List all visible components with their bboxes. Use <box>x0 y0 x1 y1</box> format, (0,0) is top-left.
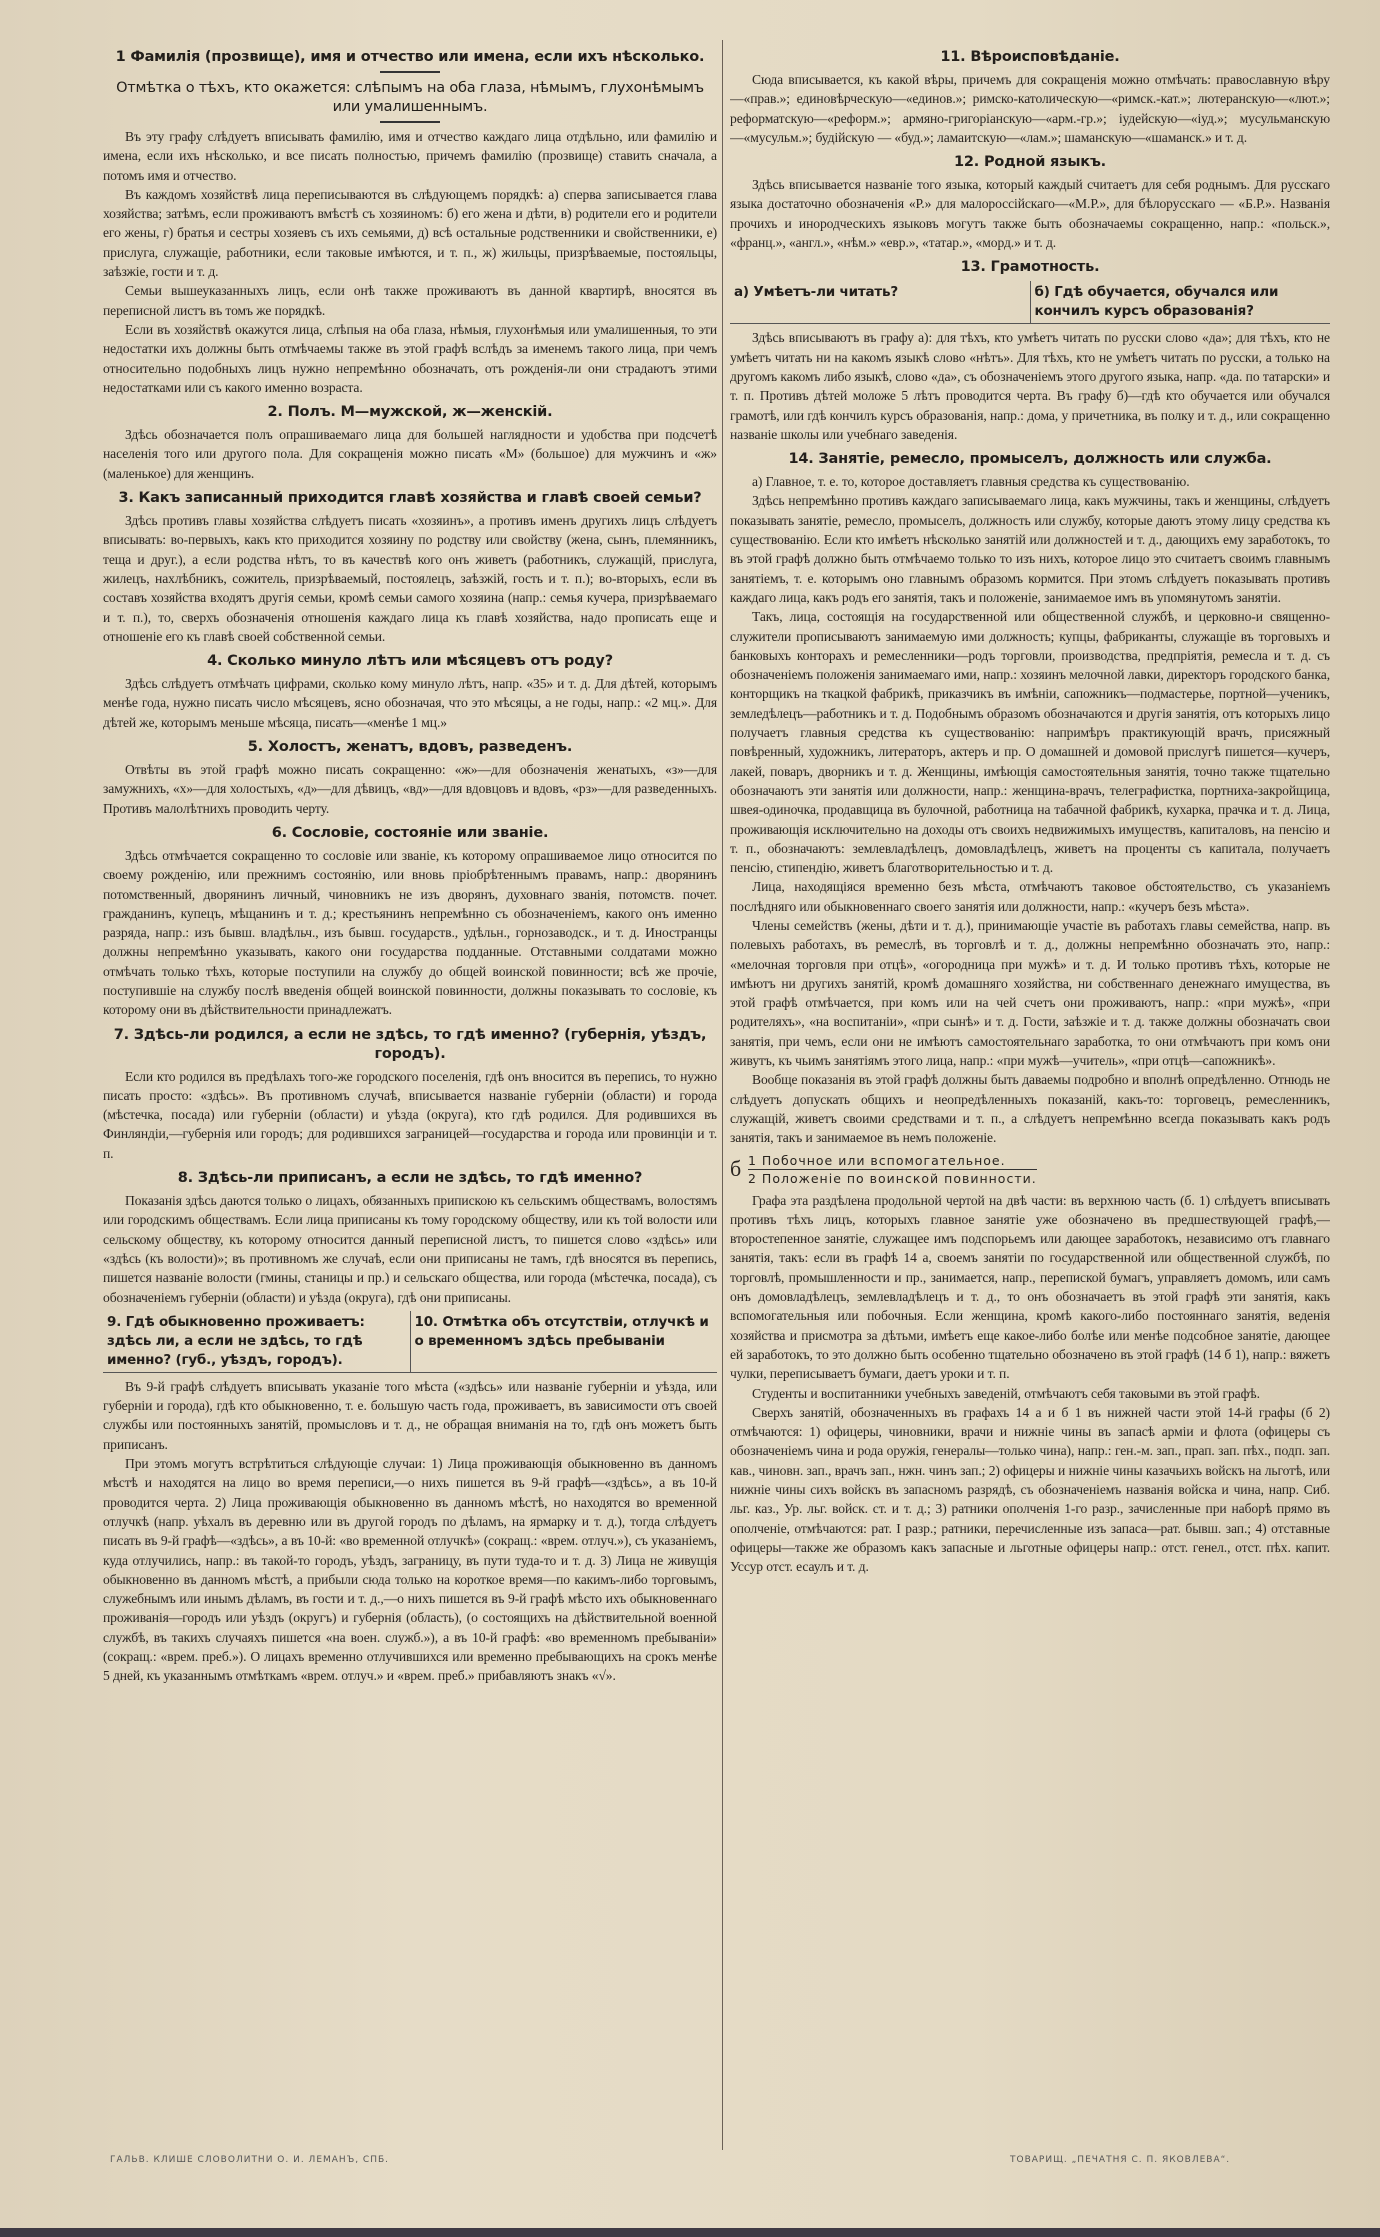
paragraph: Здѣсь отмѣчается сокращенно то сословіе или званіе, къ которому опрашиваемое лицо относится по своему рожденію, или прежнимъ состоянію, или вновь пріобрѣтеннымъ правамъ, напр.: дворянинъ потомственный, дворянинъ личный, чиновникъ не изъ дворянъ, духовнаго званія, потомств. почет. гражданинъ, купецъ, мѣщанинъ и т. д.; крестьянинъ непремѣнно съ обозначеніемъ, какого онъ именно разряда, напр.: изъ бывш. владѣльч., изъ бывш. государств., удѣльн., горнозаводск., и т. д. Иностранцы должны непремѣнно указывать, какого они государства подданные. Отставными солдатами можно отмѣчать только тѣхъ, которые поступили на службу до общей воинской повинности; всѣ же прочіе, поступившіе на службу послѣ введенія общей воинской повинности, должны показывать то сословіе, къ которому они въ дѣйствительности принадлежатъ. <box>103 847 717 1018</box>
column-divider <box>722 40 723 2150</box>
section <box>730 258 1330 444</box>
paragraph: Здѣсь слѣдуетъ отмѣчать цифрами, сколько кому минуло лѣтъ, напр. «35» и т. д. Для дѣтей, которымъ менѣе года, нужно писать число мѣсяцевъ, ясно обозначая, что это мѣсяцы, а не годы, напр.: «2 мц.». Для дѣтей же, которымъ меньше мѣсяца, писать—«менѣе 1 мц.» <box>103 676 717 730</box>
section <box>730 48 1330 147</box>
section-heading: 8. Здѣсь-ли приписанъ, а если не здѣсь, то гдѣ именно? <box>177 1170 643 1187</box>
section <box>103 1169 717 1307</box>
section <box>103 48 717 73</box>
split-heading-text: 10. Отмѣтка объ отсутствіи, отлучкѣ и о временномъ здѣсь пребываніи <box>414 1313 709 1349</box>
paragraph: Въ эту графу слѣдуетъ вписывать фамилію, имя и отчество каждаго лица отдѣльно, или фамилію и имена, если ихъ нѣсколько, и все писать полностью, причемъ фамилію (прозвище) ставить сначала, а потомъ имя и отчество. <box>103 129 717 183</box>
section <box>103 824 717 1020</box>
section-heading: 1 Фамилія (прозвище), имя и отчество или имена, если ихъ нѣсколько. <box>115 49 705 65</box>
split-heading-text: б) Гдѣ обучается, обучался или кончилъ курсъ образованія? <box>1034 284 1279 320</box>
paragraph: Здѣсь противъ главы хозяйства слѣдуетъ писать «хозяинъ», а противъ именъ другихъ лицъ слѣдуетъ вписывать: во-первыхъ, какъ кто приходится хозяину по родству или свойству (жена, сынъ, племянникъ, теща и друг.), а если родства нѣтъ, то въ качествѣ кого онъ живетъ (работникъ, служащій, прислуга, жилецъ, нахлѣбникъ, сожитель, призрѣваемый, постоялецъ, заѣзжій, гость и т. п.); во-вторыхъ, если въ составъ хозяйства входятъ другія семьи, кромѣ семьи самого хозяина (напр.: семья кучера, призрѣваемаго и т. п.), то, сверхъ обозначенія отношенія каждаго лица къ главѣ хозяйства, надо прописать еще и отношеніе его къ главѣ своей собственной семьи. <box>103 513 717 644</box>
paragraph: Лица, находящіяся временно безъ мѣста, отмѣчаютъ таковое обстоятельство, съ указаніемъ послѣдняго или обыкновеннаго своего занятія или должности, напр.: «кучеръ безъ мѣста». <box>730 879 1330 914</box>
paragraph: Графа эта раздѣлена продольной чертой на двѣ части: въ верхнюю часть (б. 1) слѣдуетъ вписывать противъ тѣхъ лицъ, которыхъ главное занятіе уже обозначено въ предшествующей графѣ,—второстепенное занятіе, служащее имъ подспорьемъ или дающее заработокъ, независимо отъ главнаго занятія, такъ: если въ графѣ 14 а, своемъ занятіи по государственной или общественной службѣ, по торговлѣ, промышленности и пр., занимается, напр., перепиской бумагъ, управляетъ домомъ, или самъ онъ домовладѣлецъ, землевладѣлецъ и т. д., то онъ обозначаетъ въ этой графѣ эти занятія, какъ вспомогательныя или побочныя. Если женщина, кромѣ какого-либо постояннаго занятія, веденія хозяйства и присмотра за дѣтьми, имѣетъ еще какое-либо болѣе или менѣе подсобное занятіе, дающее ей заработокъ, то это должно быть особенно тщательно обозначено въ этой графѣ (14 б 1), напр.: вяжетъ чулки, переписываетъ бумаги, даетъ уроки и т. п. <box>730 1192 1330 1382</box>
section-heading: 5. Холостъ, женатъ, вдовъ, разведенъ. <box>247 739 573 756</box>
footer-right-imprint: ТОВАРИЩ. „ПЕЧАТНЯ С. П. ЯКОВЛЕВА“. <box>1010 2155 1231 2165</box>
paragraph: Отвѣты въ этой графѣ можно писать сокращенно: «ж»—для обозначенія женатыхъ, «з»—для замужнихъ, «х»—для холостыхъ, «д»—для дѣвицъ, «вд»—для вдовцовъ и вдовъ, «рз»—для разведенныхъ. Противъ малолѣтнихъ проводить черту. <box>103 762 717 816</box>
split-cell <box>410 1311 718 1372</box>
split-cell <box>103 1311 410 1372</box>
section-heading: 7. Здѣсь-ли родился, а если не здѣсь, то гдѣ именно? (губернія, уѣздъ, городъ). <box>113 1026 707 1062</box>
paragraph: Здѣсь обозначается полъ опрашиваемаго лица для большей наглядности и удобства при подсчетѣ населенія того или другого пола. Для сокращенія можно писать «М» (большое) для мужчинъ и «ж» (маленькое) для женщинъ. <box>103 427 717 481</box>
paragraph: Члены семействъ (жены, дѣти и т. д.), принимающіе участіе въ работахъ главы семейства, напр. въ полевыхъ работахъ, въ ремеслѣ, въ торговлѣ и т. д., должны непремѣнно обозначать это, напр.: «мелочная торговля при отцѣ», «огородница при мужѣ» и т. д. И только противъ тѣхъ, которые не имѣютъ ни другихъ занятій, кромѣ домашняго хозяйства, ни собственнаго денежнаго имущества, въ этой графѣ отмѣчается, при комъ или на чей счетъ они проживаютъ, напр.: «при мужѣ», «при родителяхъ», «на воспитаніи», «при сынѣ» и т. д. Гости, заѣзжіе и т. д. также должны обозначать свои занятія, при чемъ, если они не имѣютъ самостоятельнаго заработка, то они отмѣчаютъ при комъ они живутъ, къ чьимъ занятіямъ этого лица, напр.: «при мужѣ—учитель», «при отцѣ—сапожникѣ». <box>730 917 1330 1069</box>
subcolumn-heading <box>730 1152 1330 1187</box>
paragraph: а) Главное, т. е. то, которое доставляетъ главныя средства къ существованію. <box>752 474 1190 490</box>
section-heading: 4. Сколько минуло лѣтъ или мѣсяцевъ отъ роду? <box>207 653 613 670</box>
paragraph: Здѣсь вписывается названіе того языка, который каждый считаетъ для себя роднымъ. Для русскаго языка достаточно обозначенія «Р.» для малороссійскаго—«М.Р.», для бѣлорусскаго — «Б.Р.». Названія прочихъ и инородческихъ языковъ могутъ также быть обозначаемы сокращенно, напр.: «польск.», «франц.», «англ.», «нѣм.» «евр.», «татар.», «морд.» и т. д. <box>730 177 1330 251</box>
split-heading-text: а) Умѣетъ-ли читать? <box>734 284 898 301</box>
scan-edge <box>0 2228 1380 2237</box>
paragraph: Въ каждомъ хозяйствѣ лица переписываются въ слѣдующемъ порядкѣ: а) сперва записывается глава хозяйства; затѣмъ, если проживаютъ вмѣстѣ съ хозяиномъ: б) его жена и дѣти, в) родители его и родители его жены, г) братья и сестры хозяевъ съ ихъ семьями, д) всѣ остальные родственники и свойственники, е) прислуга, служащіе, работники, если таковые имѣются, и т. п., ж) жильцы, призрѣваемые, постояльцы, заѣзжіе, гости и т. д. <box>103 186 717 280</box>
section-heading: 13. Грамотность. <box>960 259 1100 276</box>
paragraph: Такъ, лица, состоящія на государственной или общественной службѣ, и церковно-и священно-служители прописываютъ занимаемую ими должность; купцы, фабриканты, служащіе въ торговыхъ и банковыхъ конторахъ и ремесленники—родъ торговли, производства, предпріятія, ремесла и т. д. съ обозначеніемъ положенія занимаемаго ими, напр.: хозяинъ мелочной лавки, директоръ городского банка, конторщикъ на ткацкой фабрикѣ, приказчикъ въ имѣніи, сапожникъ—подмастерье, портной—ученикъ, земледѣлецъ—работникъ и т. д. Подобнымъ образомъ обозначаются и другія занятія, отъ которыхъ лицо получаетъ главныя средства къ существованію: напримѣръ практикующій врачъ, присяжный повѣренный, художникъ, литераторъ, актеръ и пр. О домашней и домовой прислугѣ пишется—кучеръ, лакей, поваръ, дворникъ и т. д. Женщины, имѣющія самостоятельныя занятія, точно также тщательно обозначаютъ эти занятія или должности, напр.: женщина-врачъ, телеграфистка, портниха-закройщица, швея-одиночка, продавщица въ булочной, работница на табачной фабрикѣ, кухарка, прачка и т. д. Лица, проживающія исключительно на доходы отъ своихъ недвижимыхъ имуществъ, капиталовъ, на пенсію и т. п., обозначаютъ: землевладѣлецъ, домовладѣлецъ, живетъ на проценты съ капитала, получаетъ пенсію, стипендію, живетъ благотворительностью и т. д. <box>730 609 1330 876</box>
paragraph: Если кто родился въ предѣлахъ того-же городского поселенія, гдѣ онъ вносится въ перепись, то нужно писать просто: «здѣсь». Въ противномъ случаѣ, вписывается названіе губерніи (области) и города (мѣстечка, посада) или губерніи (области) и уѣзда (округа), кто гдѣ родился. Для родившихся въ Финляндіи,—губернія или городъ; для родившихся заграницей—государства и города или провинціи и т. п. <box>103 1068 717 1161</box>
section-heading: 12. Родной языкъ. <box>954 154 1106 171</box>
section-heading: 6. Сословіе, состояніе или званіе. <box>271 824 549 841</box>
split-heading <box>730 281 1330 324</box>
section <box>103 738 717 818</box>
subcolumn-line-2: 2 Положеніе по воинской повинности. <box>748 1170 1037 1186</box>
paragraph: Студенты и воспитанники учебныхъ заведеній, отмѣчаютъ себя таковыми въ этой графѣ. <box>752 1385 1260 1401</box>
section <box>103 489 717 646</box>
paragraph: Въ 9-й графѣ слѣдуетъ вписывать указаніе того мѣста («здѣсь» или названіе губерніи и уѣзда, или губерніи и города), гдѣ кто обыкновенно, т. е. большую часть года, проживаетъ, въ зависимости отъ своей службы или постоянныхъ занятій, промысловъ и т. д., не обращая вниманія на то, гдѣ онъ можетъ быть приписанъ. <box>103 1378 717 1452</box>
section <box>730 153 1330 252</box>
section-heading: 14. Занятіе, ремесло, промыселъ, должность или служба. <box>788 451 1272 468</box>
section <box>103 403 717 483</box>
section-heading: 11. Вѣроисповѣданіе. <box>940 49 1120 65</box>
section <box>730 1152 1330 1577</box>
section <box>103 652 717 732</box>
heading-rule <box>380 121 440 123</box>
section-subheading: Отмѣтка о тѣхъ, кто окажется: слѣпымъ на оба глаза, нѣмымъ, глухонѣмымъ или умалишеннымъ. <box>116 80 704 115</box>
section <box>103 1026 717 1163</box>
split-heading <box>103 1311 717 1373</box>
paragraph: Здѣсь непремѣнно противъ каждаго записываемаго лица, какъ мужчины, такъ и женщины, слѣдуетъ показывать занятіе, ремесло, промыселъ, должность или службу, которые даютъ этому лицу средства къ существованію. Если кто имѣетъ нѣсколько занятій или должностей и т. д., дающихъ ему заработокъ, то въ этой графѣ должно быть отмѣчаемо только то изъ нихъ, которое лицо это считаетъ своимъ главнымъ занятіемъ, т. е. которымъ оно главнымъ образомъ кормится. При этомъ слѣдуетъ показывать противъ каждаго лица, какъ родъ его занятія, такъ и положеніе, занимаемое имъ въ упомянутомъ занятіи. <box>730 493 1330 605</box>
section <box>103 1311 717 1686</box>
paragraph: Сюда вписывается, къ какой вѣры, причемъ для сокращенія можно отмѣчать: православную вѣру—«прав.»; единовѣрческую—«единов.»; римско-католическую—«римск.-кат.»; лютеранскую—«лют.»; реформатскую—«реформ.»; армяно-григоріанскую—«арм.-гр.»; іудейскую—«іуд.»; мусульманскую—«мусульм.»; будійскую — «буд.»; ламаитскую—«лам.»; шаманскую—«шаманск.» и т. д. <box>730 72 1330 145</box>
right-column <box>730 42 1330 2152</box>
section <box>730 450 1330 1147</box>
paragraph: Показанія здѣсь даются только о лицахъ, обязанныхъ припискою къ сельскимъ обществамъ, волостямъ или городскимъ обществамъ. Если лица приписаны къ тому городскому обществу, или къ той волости или сельскому обществу, къ которому относится данный переписной листъ, то пишется слово «здѣсь» или «здѣсь (къ волости)»; въ противномъ же случаѣ, если они приписаны не тамъ, гдѣ вносятся въ перепись, пишется названіе волости (гмины, станицы и пр.) и сельскаго общества, или города (мѣстечка, посада), съ обозначеніемъ губерніи (области) и уѣзда (округа), гдѣ они приписаны. <box>103 1193 717 1305</box>
paragraph: Вообще показанія въ этой графѣ должны быть даваемы подробно и вполнѣ опредѣленно. Отнюдь не слѣдуетъ допускать общихъ и неопредѣленныхъ показаній, какъ-то: торговецъ, ремесленникъ, служащій, живетъ своими средствами и т. п., а слѣдуетъ непремѣнно всегда показывать какъ родъ занятія, такъ и занимаемое въ немъ положеніе. <box>730 1072 1330 1146</box>
paragraph: Сверхъ занятій, обозначенныхъ въ графахъ 14 а и б 1 въ нижней части этой 14-й графы (б 2) отмѣчаются: 1) офицеры, чиновники, врачи и нижніе чины въ запасѣ арміи и флота (офицеры съ обозначеніемъ чина и рода оружія, генералы—только чина), напр.: ген.-м. зап., прап. зап. пѣх., подп. зап. кав., чиновн. зап., врачъ зап., нжн. чинъ зап.; 2) офицеры и нижніе чины казачьихъ войскъ на льготѣ, или нижніе чины сихъ войскъ въ запасномъ разрядѣ, съ обозначеніемъ названія войска и чина, напр. Сиб. льг. каз., Ур. льг. войск. ст. и т. д.; 3) ратники ополченія 1-го разр., зачисленные при наборѣ прямо въ ополченіе, отмѣчаются: рат. I разр.; ратники, перечисленные изъ запаса—рат. бывш. зап.; 4) отставные офицеры—также же образомъ какъ запасные и льготные офицеры напр.: отст. генел., отст. пѣх. капит. Уссур отст. есаулъ и т. д. <box>730 1404 1330 1575</box>
split-cell <box>730 281 1030 323</box>
heading-rule <box>380 71 440 73</box>
left-column <box>103 42 717 2152</box>
paragraph: При этомъ могутъ встрѣтиться слѣдующіе случаи: 1) Лица проживающія обыкновенно въ данномъ мѣстѣ и находятся на лицо во время переписи,—о нихъ пишется въ 9-й графѣ—«здѣсь», а въ 10-й проводится черта. 2) Лица проживающія обыкновенно въ данномъ мѣстѣ, но находятся во временной отлучкѣ (напр. уѣхалъ въ деревню или въ другой городъ по дѣламъ, на ярмарку и т. д.), тогда слѣдуетъ писать въ 9-й графѣ—«здѣсь», а въ 10-й: «во временной отлучкѣ» (сокращ.: «врем. отлуч.»), съ указаніемъ, куда отлучились, напр.: въ такой-то городъ, уѣздъ, заграницу, въ пути туда-то и т. д. 3) Лица не живущія обыкновенно въ данномъ мѣстѣ, а прибыли сюда только на короткое время—по какимъ-либо торговымъ, служебнымъ или инымъ дѣламъ, въ гости и т. д.,—о нихъ пишется въ 9-й графѣ мѣсто ихъ обыкновеннаго проживанія—городъ или уѣздъ (округъ) и губернія (область), (о состоящихъ на дѣйствительной военной службѣ, въ такихъ случаяхъ пишется «на воен. служб.»), а въ 10-й графѣ: «во временномъ пребываніи» (сокращ.: «врем. преб.»). О лицахъ временно отлучившихся или временно пребывающихъ на срокъ менѣе 5 дней, къ указаннымъ отмѣткамъ «врем. отлуч.» и «врем. преб.» прибавляютъ знакъ «√». <box>103 1456 717 1684</box>
section-heading: 2. Полъ. М—мужской, ж—женскій. <box>267 404 553 421</box>
paragraph: Если въ хозяйствѣ окажутся лица, слѣпыя на оба глаза, нѣмыя, глухонѣмыя или умалишенныя, то эти недостатки ихъ должны быть отмѣчаемы также въ этой графѣ вслѣдъ за именемъ такого лица, при чемъ относительно подобныхъ лицъ нужно непремѣнно обозначать, отъ рожденія-ли они страдаютъ этими недостатками или съ какого именно возраста. <box>103 321 717 395</box>
subcolumn-number: б <box>730 1156 742 1182</box>
footer-left-imprint: ГАЛЬВ. КЛИШЕ СЛОВОЛИТНИ О. И. ЛЕМАНЪ, СПБ. <box>110 2155 390 2165</box>
split-cell <box>1030 281 1331 323</box>
subcolumn-lines <box>748 1152 1037 1187</box>
section <box>103 79 717 397</box>
paragraph: Здѣсь вписываютъ въ графу а): для тѣхъ, кто умѣетъ читать по русски слово «да»; для тѣхъ, кто не умѣетъ читать ни на какомъ языкѣ слово «нѣтъ». Для тѣхъ, кто не умѣетъ читать по русски, а только на другомъ какомъ либо языкѣ, слово «да», съ обозначеніемъ этого другого языка, напр. «да. по татарски» и т. п. Противъ дѣтей моложе 5 лѣтъ проводится черта. Въ графу б)—гдѣ кто обучается или обучался грамотѣ, или гдѣ кончилъ курсъ образованія, напр.: дома, у причетника, въ полку и т. д., или сокращенно названіе школы или учебнаго заведенія. <box>730 330 1330 442</box>
paragraph: Семьи вышеуказанныхъ лицъ, если онѣ также проживаютъ въ данной квартирѣ, вносятся въ переписной листъ въ томъ же порядкѣ. <box>103 283 717 318</box>
split-heading-text: 9. Гдѣ обыкновенно проживаетъ: здѣсь ли, а если не здѣсь, то гдѣ именно? (губ., уѣздъ, городъ). <box>107 1313 365 1368</box>
section-heading: 3. Какъ записанный приходится главѣ хозяйства и главѣ своей семьи? <box>118 490 702 507</box>
subcolumn-line-1: 1 Побочное или вспомогательное. <box>748 1152 1037 1170</box>
